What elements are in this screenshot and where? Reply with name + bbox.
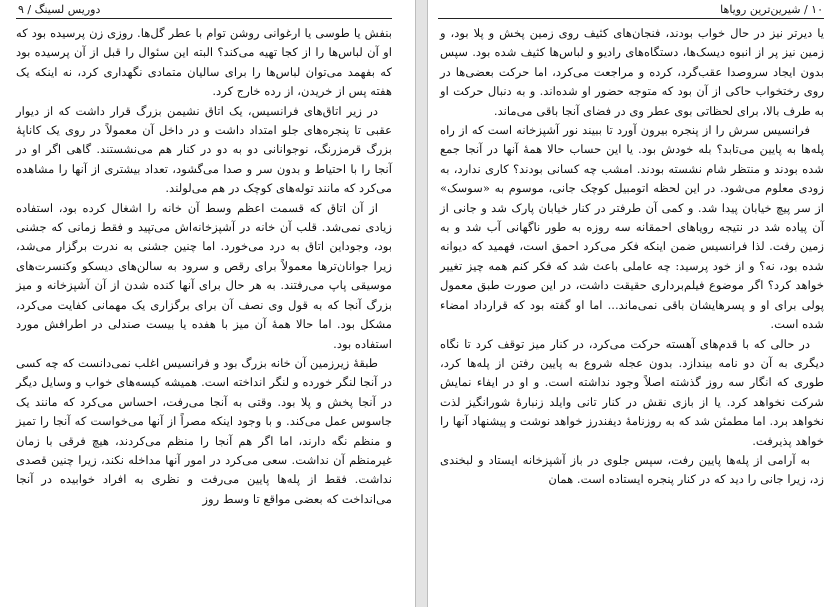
right-paragraph-4: به آرامی از پله‌ها پایین رفت، سپس جلوی در باز آشپزخانه ایستاد و لبخندی زد، زیرا جانی را دید که در کنار پنجره ایستاده است. همان (440, 452, 824, 487)
right-page-body (440, 24, 824, 490)
left-paragraph-2: در زیر اتاق‌های فرانسیس، یک اتاق نشیمن بزرگ قرار داشت که از دیوار عقبی تا پنجره‌های جلو امتداد داشت و در داخل آن معمولاً در روی یک کاناپهٔ بزرگ قرمزرنگ، نوجوانانی دو به دو در کنار هم می‌نشستند. گاهی اگر او در آنجا را با احتیاط و بدون سر و صدا می‌گشود، تعداد بیشتری از آنها را مشاهده می‌کرد که مانند توله‌های کوچک در هم می‌لولند. (16, 103, 392, 196)
book-gutter (416, 0, 427, 607)
right-paragraph-2: فرانسیس سرش را از پنجره بیرون آورد تا ببیند نور آشپزخانه است که از راه پله‌ها به پایین می‌تابد؟ بله خودش بود. یا این حساب حالا همهٔ آنها در آنجا جمع شده بودند و منتظر شام نشسته بودند. امشب چه کسانی بودند؟ کاری ندارد، به زودی معلوم می‌شود. در این لحظه اتومبیل کوچک جانی، موسوم به «سوسک» از سر پیچ خیابان پیدا شد. و کمی آن طرفتر در کنار خیابان پارک شد و جانی از آن پیاده شد در نتیجه رویاهای احمقانه سه روزه به طور ناگهانی آب شد و به زمین رفت. لذا فرانسیس ضمن اینکه فکر می‌کرد احمق است، فهمید که دیوانه شده بود، نه؟ و از خود پرسید: چه عاملی باعث شد که فکر کنم همه چیز تغییر خواهد کرد؟ اگر موضوع فیلم‌برداری حقیقت داشت، در این صورت طبق معمول پولی برای او و پسرهایشان باقی نمی‌ماند... اما او گفته بود که قرارداد امضاء شده است. (440, 123, 824, 332)
left-header-rule (16, 18, 392, 19)
right-page (427, 0, 837, 607)
left-paragraph-1: بنفش یا طوسی یا ارغوانی روشن توام با عطر گل‌ها. روزی زن پرسیده بود که او آن لباس‌ها را از کجا تهیه می‌کند؟ البته این سئوال را قبل از آن پرسیده بود که بفهمد می‌توان لباس‌ها را برای سالیان متمادی نگهداری کرد، نه اینکه یک هفته پس از خریدن، از رده خارج کرد. (16, 26, 392, 99)
right-paragraph-3: در حالی که با قدم‌های آهسته حرکت می‌کرد، در کنار میز توقف کرد تا نگاه دیگری به آن دو نامه بیندازد. بدون عجله شروع به پایین رفتن از پله‌ها کرد، طوری که انگار سه روز گذشته اصلاً وجود نداشته است. و او در ایفاء نمایش شرکت نخواهد کرد. یا از بازی نقش در کنار تانی وایلد زنبارهٔ شورانگیز لذت نخواهد برد. اما مطمئن شد که به روزنامهٔ دیفندرز خواهد نوشت و پیشنهاد آنها را خواهد پذیرفت. (440, 336, 824, 448)
left-page-header: دوریس لسینگ / ۹ (18, 3, 101, 16)
left-page-body (16, 24, 392, 509)
left-paragraph-4: طبقهٔ زیرزمین آن خانه بزرگ بود و فرانسیس اغلب نمی‌دانست که چه کسی در آنجا لنگر خورده و لنگر انداخته است. همیشه کیسه‌های خواب و وسایل دیگر در آنجا پخش و پلا بود. وقتی به آنجا می‌رفت، احساس می‌کرد که مانند یک جاسوس عمل می‌کند. و با وجود اینکه مصراً از آنها می‌خواست که آنجا را تمیز و منظم نگه دارند، اما اگر هم آنجا را منظم می‌کردند، هیچ فرقی با زمان غیرمنظم آن نداشت. سعی می‌کرد در امور آنها مداخله نکند، زیرا چنین قصدی نداشت. فقط از پله‌ها پایین می‌رفت و نظری به افراد خوابیده در آنجا می‌انداخت که بعضی مواقع تا وسط روز (16, 355, 392, 506)
right-page-header: ۱۰ / شیرین‌ترین رویاها (720, 3, 823, 16)
left-page (0, 0, 416, 607)
right-header-rule (438, 18, 824, 19)
left-paragraph-3: از آن اتاق که قسمت اعظم وسط آن خانه را اشغال کرده بود، استفاده زیادی نمی‌شد. قلب آن خانه در آشپزخانه‌اش می‌تپید و فقط زمانی که جشنی بود، وجوداین اتاق به درد می‌خورد. اما چنین جشنی به ندرت برگزار می‌شد، زیرا جوانان‌ترها معمولاً برای رقص و سرود به سالن‌های دیسکو وکنسرت‌های موسیقی پاپ می‌رفتند. به هر حال برای آنها کنده شدن از آن آشپزخانه و میز بزرگ آنجا که به قول وی نصف آن برای برگزاری یک مهمانی کفایت می‌کرد، مشکل بود. اما حالا همهٔ آن میز با هفده یا بیست صندلی در اطرافش مورد استفاده بود. (16, 200, 392, 351)
right-paragraph-1: یا دیرتر نیز در حال خواب بودند، فنجان‌های کثیف روی زمین پخش و پلا بود، و زمین نیز پر از انبوه دیسک‌ها، دستگاه‌های رادیو و لباس‌ها کثیف شده بود. سپس بدون ایجاد سروصدا عقب‌گرد، کرده و مراجعت می‌کرد، اما حرکت بعضی‌ها در روی رختخواب حاکی از آن بود که متوجه حضور او شده‌اند. و به دنبال حرکت او به طرف بالا، برای لحظاتی بوی عطر وی در فضای آنجا باقی می‌ماند. (440, 26, 824, 118)
